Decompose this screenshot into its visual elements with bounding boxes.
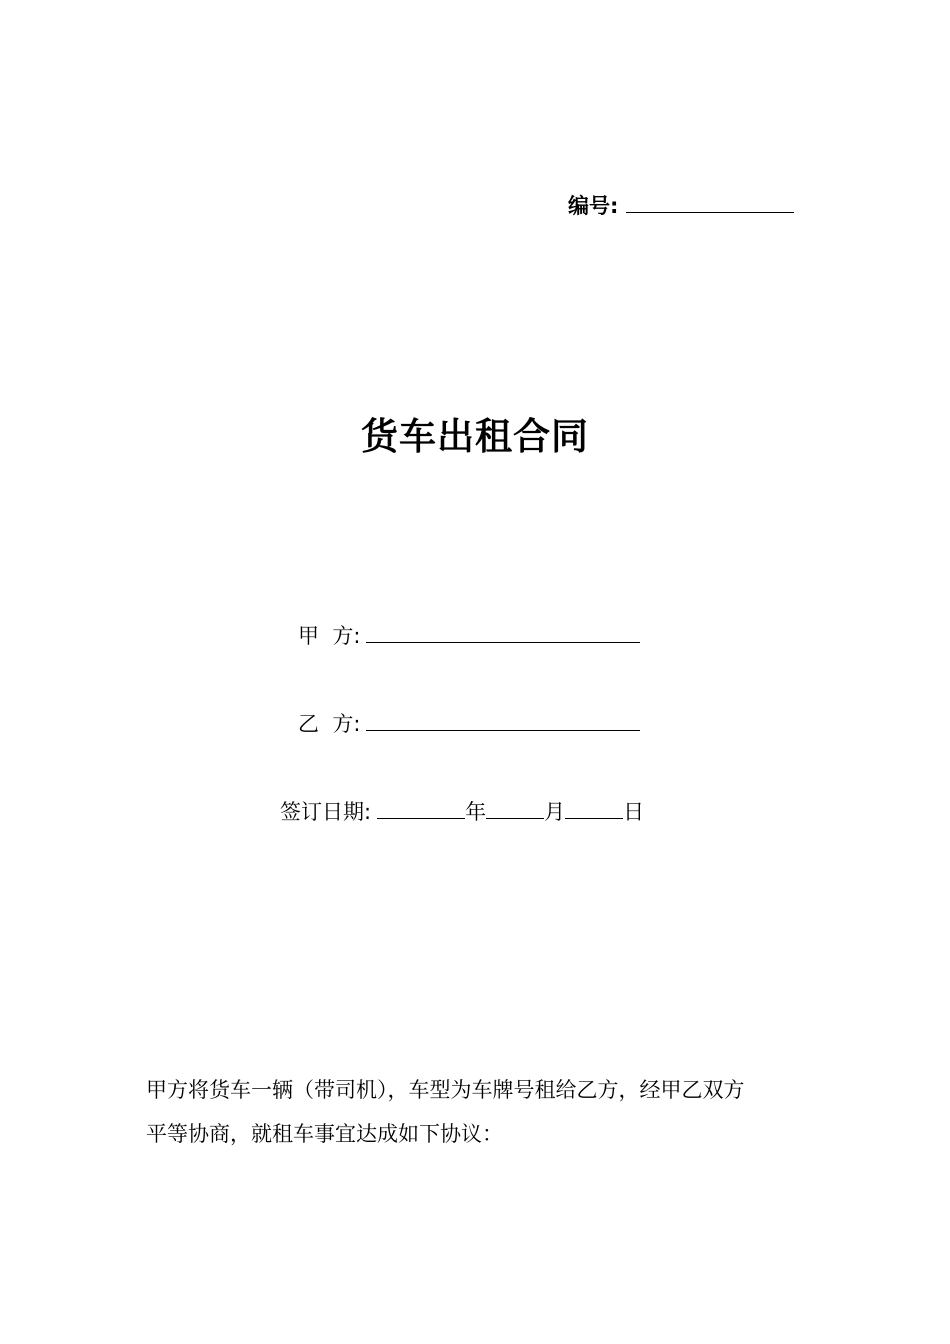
signing-date-field [280, 796, 644, 826]
month-label: 月 [544, 800, 566, 824]
party-b-label: 乙 方: [298, 712, 361, 736]
serial-number [568, 190, 794, 220]
party-a-blank[interactable] [366, 620, 640, 643]
day-blank[interactable] [565, 796, 623, 819]
year-blank[interactable] [377, 796, 465, 819]
month-blank[interactable] [486, 796, 544, 819]
party-b-field [298, 708, 640, 738]
serial-number-label: 编号: [568, 194, 619, 218]
document-title: 货车出租合同 [361, 415, 589, 458]
party-a-label: 甲 方: [298, 624, 361, 648]
serial-number-blank[interactable] [626, 190, 794, 213]
year-label: 年 [465, 800, 487, 824]
signing-date-label: 签订日期: [280, 800, 372, 824]
preamble-line-1: 甲方将货车一辆（带司机），车型为车牌号租给乙方，经甲乙双方 [146, 1078, 745, 1102]
day-label: 日 [623, 800, 645, 824]
preamble-line-2: 平等协商，就租车事宜达成如下协议： [146, 1122, 503, 1146]
party-b-blank[interactable] [366, 708, 640, 731]
party-a-field [298, 620, 640, 650]
contract-preamble [146, 1068, 806, 1156]
